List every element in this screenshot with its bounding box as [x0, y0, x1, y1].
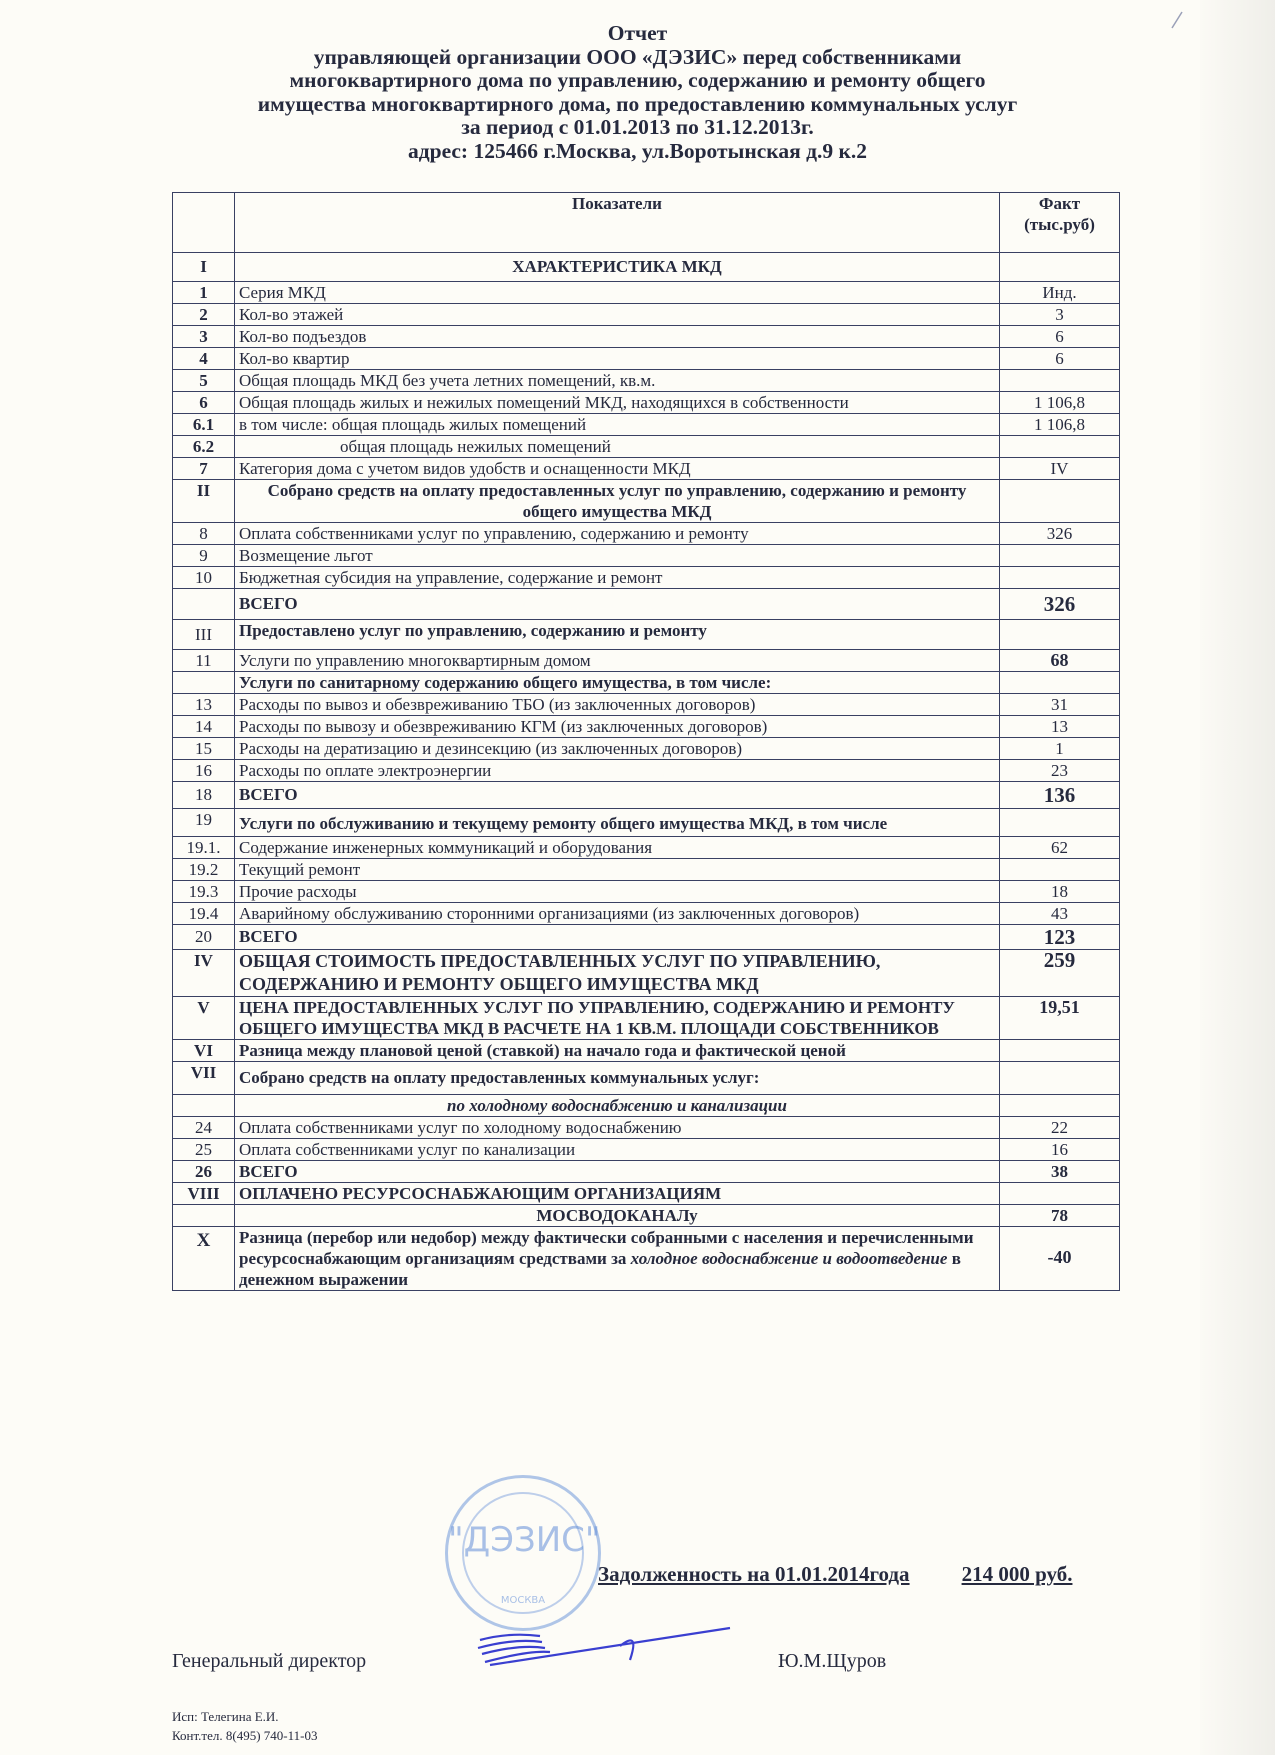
table-row [173, 1117, 1120, 1139]
row-label: ВСЕГО [235, 782, 1000, 809]
row-value [1000, 1062, 1120, 1095]
row-num [173, 672, 235, 694]
row-num: 24 [173, 1117, 235, 1139]
table-row [173, 545, 1120, 567]
table-row [173, 567, 1120, 589]
header-num-cell [173, 193, 235, 253]
row-label: Оплата собственниками услуг по управлению, содержанию и ремонту [235, 523, 1000, 545]
row-num: 6.1 [173, 414, 235, 436]
pen-tick-mark [1170, 10, 1184, 30]
total-row [173, 1161, 1120, 1183]
row-num: VI [173, 1040, 235, 1062]
section-row-4 [173, 950, 1120, 997]
stamp-name: "ДЭЗИС" [448, 1520, 601, 1560]
section-row-10 [173, 1227, 1120, 1291]
row-label: Услуги по управлению многоквартирным домом [235, 650, 1000, 672]
row-value: 31 [1000, 694, 1120, 716]
subheader-row [173, 1095, 1120, 1117]
payee-row [173, 1205, 1120, 1227]
table-row [173, 738, 1120, 760]
row-num: 1 [173, 282, 235, 304]
row-num: VIII [173, 1183, 235, 1205]
document-title [150, 22, 1125, 163]
row-label: Аварийному обслуживанию сторонними организациями (из заключенных договоров) [235, 903, 1000, 925]
row-num [173, 589, 235, 620]
total-row [173, 589, 1120, 620]
label-italic: холодное водоснабжение и водоотведение [630, 1249, 948, 1268]
scan-edge [1200, 0, 1275, 1755]
row-label: Расходы по вывозу и обезвреживанию КГМ (из заключенных договоров) [235, 716, 1000, 738]
executor-phone: Конт.тел. 8(495) 740-11-03 [172, 1728, 318, 1743]
row-num: VII [173, 1062, 235, 1095]
row-value [1000, 253, 1120, 282]
row-value: IV [1000, 458, 1120, 480]
row-label: Кол-во подъездов [235, 326, 1000, 348]
row-value [1000, 1095, 1120, 1117]
row-value [1000, 1183, 1120, 1205]
row-label: Прочие расходы [235, 881, 1000, 903]
row-num: 8 [173, 523, 235, 545]
row-value: 136 [1000, 782, 1120, 809]
row-num: III [173, 620, 235, 650]
row-label: Оплата собственниками услуг по холодному водоснабжению [235, 1117, 1000, 1139]
row-value: Инд. [1000, 282, 1120, 304]
section-row-1 [173, 253, 1120, 282]
title-line: адрес: 125466 г.Москва, ул.Воротынская д.9 к.2 [407, 138, 867, 163]
row-value: 1 [1000, 738, 1120, 760]
section-row-2 [173, 480, 1120, 523]
row-value: 1 106,8 [1000, 414, 1120, 436]
title-line: Отчет [607, 21, 668, 45]
row-value [1000, 809, 1120, 837]
row-label: Серия МКД [235, 282, 1000, 304]
table-row [173, 523, 1120, 545]
row-num: 5 [173, 370, 235, 392]
report-table [172, 192, 1120, 1291]
total-row [173, 782, 1120, 809]
row-label: МОСВОДОКАНАЛу [235, 1205, 1000, 1227]
row-num: II [173, 480, 235, 523]
table-row [173, 348, 1120, 370]
row-num: IV [173, 950, 235, 997]
row-value [1000, 567, 1120, 589]
row-value [1000, 859, 1120, 881]
row-label: Услуги по санитарному содержанию общего имущества, в том числе: [235, 672, 1000, 694]
row-label: Содержание инженерных коммуникаций и оборудования [235, 837, 1000, 859]
row-value [1000, 436, 1120, 458]
table-row [173, 392, 1120, 414]
row-label: Общая площадь МКД без учета летних помещений, кв.м. [235, 370, 1000, 392]
signatory-role: Генеральный директор [172, 1650, 367, 1672]
section-title: ХАРАКТЕРИСТИКА МКД [235, 253, 1000, 282]
row-label: Услуги по обслуживанию и текущему ремонту общего имущества МКД, в том числе [235, 809, 1000, 837]
section-title: Собрано средств на оплату предоставленных услуг по управлению, содержанию и ремонту общего имущества МКД [235, 480, 1000, 523]
row-label: Кол-во квартир [235, 348, 1000, 370]
section-x-label [235, 1227, 1000, 1291]
row-label: ОБЩАЯ СТОИМОСТЬ ПРЕДОСТАВЛЕННЫХ УСЛУГ ПО УПРАВЛЕНИЮ, СОДЕРЖАНИЮ И РЕМОНТУ ОБЩЕГО ИМУЩЕСТВА МКД [235, 950, 1000, 997]
row-num: 10 [173, 567, 235, 589]
row-num [173, 1095, 235, 1117]
section-row-7 [173, 1062, 1120, 1095]
row-num: 25 [173, 1139, 235, 1161]
total-row [173, 925, 1120, 950]
table-row [173, 370, 1120, 392]
header-fact-line1: Факт [1038, 194, 1081, 213]
row-num [173, 1205, 235, 1227]
row-label: Кол-во этажей [235, 304, 1000, 326]
executor-info [172, 1707, 317, 1745]
row-label: Бюджетная субсидия на управление, содержание и ремонт [235, 567, 1000, 589]
row-num: 2 [173, 304, 235, 326]
row-label: ВСЕГО [235, 589, 1000, 620]
section-row-3 [173, 620, 1120, 650]
debt-label: Задолженность на 01.01.2014года [598, 1562, 910, 1586]
section-row-6 [173, 1040, 1120, 1062]
table-row [173, 760, 1120, 782]
debt-line [598, 1562, 1072, 1587]
row-label: Категория дома с учетом видов удобств и оснащенности МКД [235, 458, 1000, 480]
table-row [173, 716, 1120, 738]
label-part2: в денежном выражении [239, 1249, 961, 1289]
row-value: 6 [1000, 348, 1120, 370]
row-value [1000, 545, 1120, 567]
table-row [173, 436, 1120, 458]
signature-scribble [470, 1620, 770, 1680]
executor-name: Исп: Телегина Е.И. [172, 1709, 279, 1724]
row-value: 78 [1000, 1205, 1120, 1227]
row-value [1000, 620, 1120, 650]
row-value: 16 [1000, 1139, 1120, 1161]
row-num: 19.3 [173, 881, 235, 903]
row-num: I [173, 253, 235, 282]
row-value: 1 106,8 [1000, 392, 1120, 414]
row-value: 43 [1000, 903, 1120, 925]
row-num: 14 [173, 716, 235, 738]
subheader-row [173, 672, 1120, 694]
title-line: многоквартирного дома по управлению, содержанию и ремонту общего [289, 68, 986, 92]
title-line: за период с 01.01.2013 по 31.12.2013г. [461, 115, 814, 139]
row-value: 259 [1000, 950, 1120, 997]
row-value: -40 [1000, 1227, 1120, 1291]
table-row [173, 1139, 1120, 1161]
row-label: Текущий ремонт [235, 859, 1000, 881]
row-num: 7 [173, 458, 235, 480]
row-num: 20 [173, 925, 235, 950]
row-value: 23 [1000, 760, 1120, 782]
row-num: 13 [173, 694, 235, 716]
row-num: V [173, 997, 235, 1040]
title-line: имущества многоквартирного дома, по предоставлению коммунальных услуг [257, 91, 1018, 116]
row-num: 15 [173, 738, 235, 760]
section-title: Предоставлено услуг по управлению, содержанию и ремонту [235, 620, 1000, 650]
row-value [1000, 370, 1120, 392]
table-row [173, 903, 1120, 925]
row-num: 3 [173, 326, 235, 348]
company-stamp [445, 1475, 601, 1631]
row-label: Возмещение льгот [235, 545, 1000, 567]
row-label: Общая площадь жилых и нежилых помещений МКД, находящихся в собственности [235, 392, 1000, 414]
table-row [173, 859, 1120, 881]
row-value: 326 [1000, 589, 1120, 620]
table-row [173, 881, 1120, 903]
header-indicator: Показатели [235, 193, 1000, 253]
row-value: 3 [1000, 304, 1120, 326]
table-row [173, 694, 1120, 716]
row-label: Разница между плановой ценой (ставкой) на начало года и фактической ценой [235, 1040, 1000, 1062]
row-value [1000, 480, 1120, 523]
subheader-row [173, 809, 1120, 837]
table-row [173, 837, 1120, 859]
section-row-5 [173, 997, 1120, 1040]
row-label: ОПЛАЧЕНО РЕСУРСОСНАБЖАЮЩИМ ОРГАНИЗАЦИЯМ [235, 1183, 1000, 1205]
title-line: управляющей организации ООО «ДЭЗИС» перед собственниками [313, 44, 962, 69]
row-label: ВСЕГО [235, 925, 1000, 950]
row-value: 18 [1000, 881, 1120, 903]
row-value: 62 [1000, 837, 1120, 859]
row-value: 13 [1000, 716, 1120, 738]
section-row-8 [173, 1183, 1120, 1205]
row-label: Расходы по вывоз и обезвреживанию ТБО (из заключенных договоров) [235, 694, 1000, 716]
row-num: 18 [173, 782, 235, 809]
header-fact [1000, 193, 1120, 253]
row-label: Собрано средств на оплату предоставленных коммунальных услуг: [235, 1062, 1000, 1095]
row-label: в том числе: общая площадь жилых помещений [235, 414, 1000, 436]
table-row [173, 326, 1120, 348]
row-num: 9 [173, 545, 235, 567]
row-value: 22 [1000, 1117, 1120, 1139]
row-num: 19 [173, 809, 235, 837]
row-label: по холодному водоснабжению и канализации [235, 1095, 1000, 1117]
header-fact-line2: (тыс.руб) [1024, 215, 1095, 234]
table-row [173, 282, 1120, 304]
table-row [173, 650, 1120, 672]
row-label: Расходы по оплате электроэнергии [235, 760, 1000, 782]
row-num: 26 [173, 1161, 235, 1183]
table-header-row [173, 193, 1120, 253]
table-row [173, 414, 1120, 436]
row-num: 16 [173, 760, 235, 782]
row-value: 123 [1000, 925, 1120, 950]
debt-amount: 214 000 руб. [961, 1562, 1073, 1586]
row-value [1000, 672, 1120, 694]
table-row [173, 304, 1120, 326]
row-num: 6 [173, 392, 235, 414]
row-value: 19,51 [1000, 997, 1120, 1040]
row-value [1000, 1040, 1120, 1062]
row-label: Расходы на дератизацию и дезинсекцию (из заключенных договоров) [235, 738, 1000, 760]
row-value: 68 [1000, 650, 1120, 672]
row-label: Оплата собственниками услуг по канализации [235, 1139, 1000, 1161]
row-num: 6.2 [173, 436, 235, 458]
row-label: общая площадь нежилых помещений [235, 436, 1000, 458]
row-num: 19.2 [173, 859, 235, 881]
row-num: X [173, 1227, 235, 1291]
row-num: 19.1. [173, 837, 235, 859]
row-value: 38 [1000, 1161, 1120, 1183]
signatory-name: Ю.М.Щуров [778, 1650, 887, 1672]
row-num: 4 [173, 348, 235, 370]
row-label: ВСЕГО [235, 1161, 1000, 1183]
table-row [173, 458, 1120, 480]
row-label: ЦЕНА ПРЕДОСТАВЛЕННЫХ УСЛУГ ПО УПРАВЛЕНИЮ, СОДЕРЖАНИЮ И РЕМОНТУ ОБЩЕГО ИМУЩЕСТВА МКД В РАСЧЕТЕ НА 1 КВ.М. ПЛОЩАДИ СОБСТВЕННИКОВ [235, 997, 1000, 1040]
row-value: 6 [1000, 326, 1120, 348]
row-num: 11 [173, 650, 235, 672]
row-num: 19.4 [173, 903, 235, 925]
stamp-city: МОСКВА [500, 1595, 546, 1606]
label-part1: Разница (перебор или недобор) между фактически собранными с населения и перечисленными ресурсоснабжающим организациям средствами за [239, 1228, 974, 1268]
row-value: 326 [1000, 523, 1120, 545]
